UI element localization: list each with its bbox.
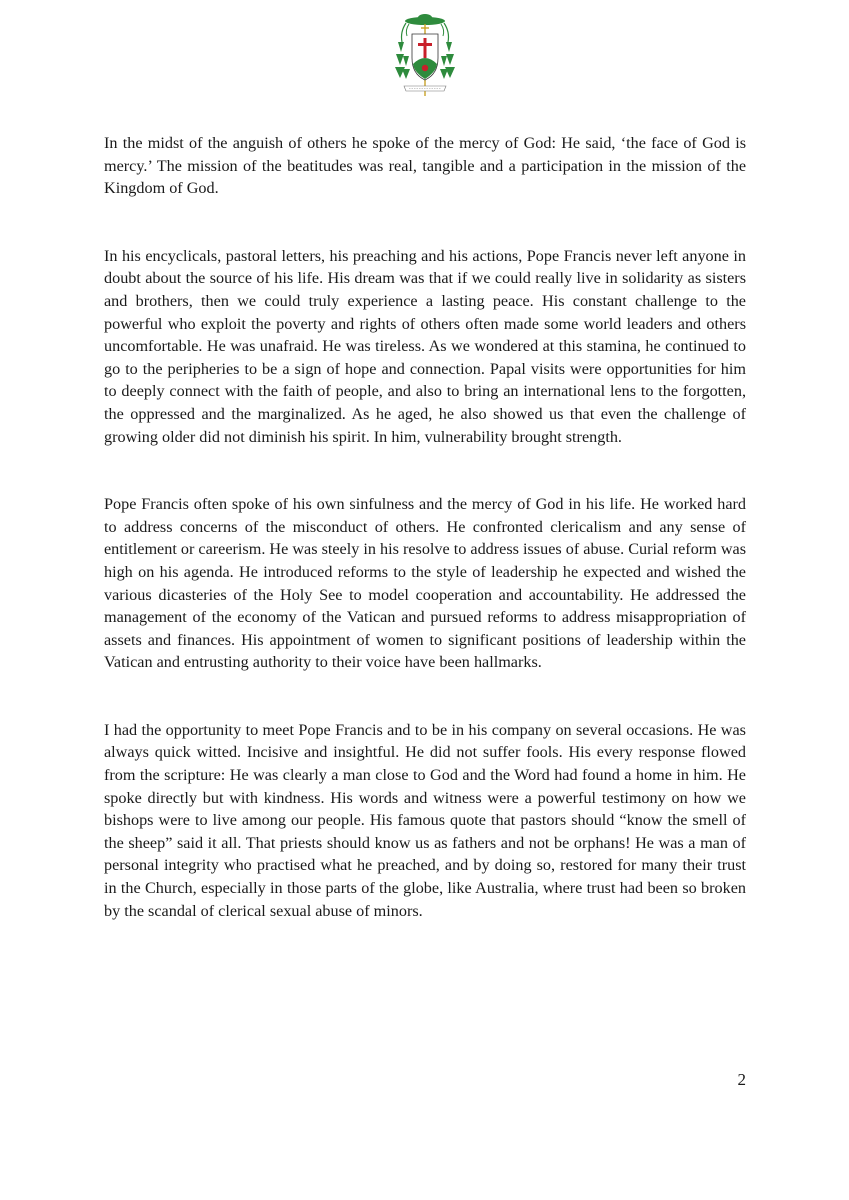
paragraph-mercy-of-god: In the midst of the anguish of others he spoke of the mercy of God: He said, ‘the face of God is mercy.’ The mission of the beatitudes was real, tangible and a participation in the mission of the Kingdom of God. — [104, 134, 746, 198]
letter-body — [104, 132, 746, 922]
coat-of-arms-icon — [390, 12, 460, 100]
page-number: 2 — [737, 1070, 746, 1089]
paragraph-encyclicals: In his encyclicals, pastoral letters, his preaching and his actions, Pope Francis never left anyone in doubt about the source of his life. His dream was that if we could really live in solidarity as sisters and brothers, then we could truly experience a lasting peace. His constant challenge to the powerful who exploit the poverty and rights of others often made some world leaders and others uncomfortable. He was unafraid. He was tireless. As we wondered at this stamina, he continued to go to the peripheries to be a sign of hope and connection. Papal visits were opportunities for him to deeply connect with the faith of people, and also to bring an international lens to the forgotten, the oppressed and the marginalized. As he aged, he also showed us that even the challenge of growing older did not diminish his spirit. In him, vulnerability brought strength. — [104, 246, 746, 446]
paragraph-sinfulness-and-reform: Pope Francis often spoke of his own sinfulness and the mercy of God in his life. He worked hard to address concerns of the misconduct of others. He confronted clericalism and any sense of entitlement or careerism. He was steely in his resolve to address issues of abuse. Curial reform was high on his agenda. He introduced reforms to the style of leadership he expected and wished the various dicasteries of the Holy See to model cooperation and accountability. He addressed the management of the economy of the Vatican and pursued reforms to address misappropriation of assets and finances. His appointment of women to significant positions of leadership within the Vatican and entrusting authority to their voice have been hallmarks. — [104, 495, 746, 672]
paragraph-personal-meetings: I had the opportunity to meet Pope Francis and to be in his company on several occasions. He was always quick witted. Incisive and insightful. He did not suffer fools. His every response flowed from the scripture: He was clearly a man close to God and the Word had found a home in him. He spoke directly but with kindness. His words and witness were a powerful testimony on how we bishops were to live among our people. His famous quote that pastors should “know the smell of the sheep” said it all. That priests should know us as fathers and not be orphans! He was a man of personal integrity who practised what he preached, and by doing so, restored for many their trust in the Church, especially in those parts of the globe, like Australia, where trust had been so broken by the scandal of clerical sexual abuse of minors. — [104, 720, 746, 920]
